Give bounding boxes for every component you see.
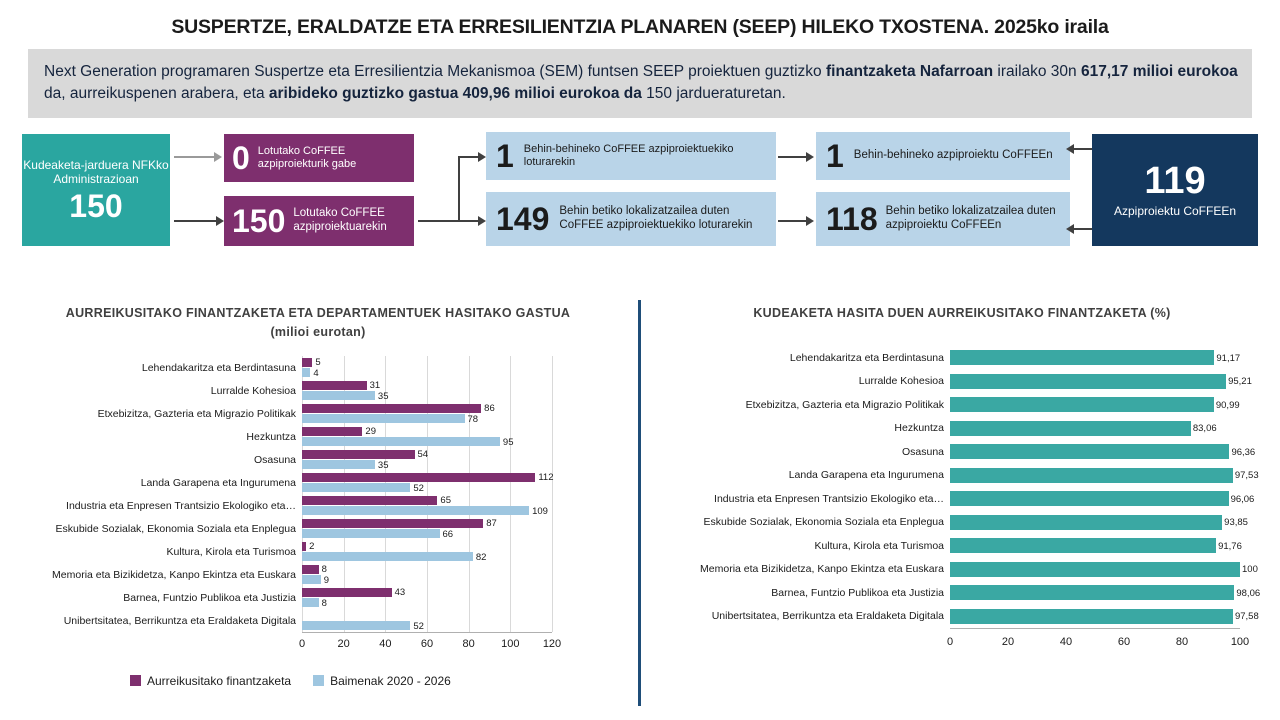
chart-left-x-tick: 120 <box>542 638 562 650</box>
flow-admin-value: 150 <box>69 188 123 225</box>
chart-left-value-financing: 112 <box>538 472 554 483</box>
chart-left-value-authorized: 35 <box>377 459 389 471</box>
arrow-coffee-bracket-vertical <box>458 156 460 222</box>
chart-right-bar <box>950 421 1191 436</box>
chart-left-value-authorized: 66 <box>442 528 454 540</box>
flow-diagram <box>22 128 1258 263</box>
chart-right-value-label: 100 <box>1242 564 1258 576</box>
arrowhead-admin-to-coffee <box>216 216 224 226</box>
chart-right-category-label: Industria eta Enpresen Trantsizio Ekologiko eta… <box>714 492 944 505</box>
chart-left-bar-financing <box>302 519 483 528</box>
chart-left-bar-authorized <box>302 368 310 377</box>
chart-right-bar <box>950 444 1229 459</box>
intro-seg-3: irailako 30n <box>993 63 1081 80</box>
chart-left-bar-authorized <box>302 552 473 561</box>
chart-left-value-financing: 29 <box>365 426 376 437</box>
chart-left-bar-authorized <box>302 529 440 538</box>
chart-right-value-label: 91,76 <box>1218 540 1242 552</box>
arrowhead-bracket-to-provisional <box>478 152 486 162</box>
chart-left-bar-financing <box>302 496 437 505</box>
chart-left-x-tick: 100 <box>501 638 520 650</box>
chart-right-bar <box>950 538 1216 553</box>
flow-coffee-value: 150 <box>232 202 286 239</box>
chart-left-legend-item <box>313 674 451 688</box>
chart-right-bar <box>950 515 1222 530</box>
chart-left-bar-authorized <box>302 506 529 515</box>
chart-left-bar-financing <box>302 450 415 459</box>
arrow-provisional-to-sub <box>778 156 808 158</box>
charts-divider <box>638 300 641 706</box>
flow-coffee-label: Lotutako CoFFEE azpiproiektuarekin <box>293 207 387 233</box>
chart-left-category-label: Kultura, Kirola eta Turismoa <box>166 545 296 558</box>
intro-seg-7: 150 jarduer <box>641 85 725 103</box>
chart-panel-percentage <box>644 296 1280 720</box>
flow-sub-definitive-value: 118 <box>826 200 878 237</box>
arrowhead-provisional-to-sub <box>806 152 814 162</box>
flow-provisional-label: Behin-behineko CoFFEE azpiproiektuekiko loturarekin <box>523 142 734 168</box>
chart-right-x-tick: 80 <box>1175 636 1189 648</box>
x-axis-line <box>950 628 1240 629</box>
chart-right-bar <box>950 562 1240 577</box>
chart-panel-financing <box>0 296 636 720</box>
chart-right-category-label: Osasuna <box>901 445 944 458</box>
chart-left-value-financing: 65 <box>440 495 451 506</box>
chart-left-value-authorized: 52 <box>413 482 424 494</box>
gridline <box>469 356 470 632</box>
chart-left-plot <box>0 352 636 662</box>
flow-sub-provisional-label: Behin-behineko azpiproiektu CoFFEEn <box>853 149 1053 162</box>
chart-right-bar <box>950 397 1214 412</box>
chart-left-x-tick: 0 <box>298 638 306 650</box>
legend-swatch-icon <box>313 675 324 686</box>
chart-left-value-authorized: 35 <box>377 390 389 402</box>
flow-definitive-value: 149 <box>496 200 550 237</box>
flow-box-subproject-provisional <box>816 132 1070 180</box>
chart-left-value-authorized: 109 <box>532 505 548 517</box>
chart-left-value-authorized: 78 <box>467 413 479 425</box>
chart-right-value-label: 95,21 <box>1228 376 1252 388</box>
arrow-admin-to-coffee <box>174 220 216 222</box>
arrow-definitive-to-sub <box>778 220 808 222</box>
chart-right-value-label: 96,36 <box>1231 446 1256 458</box>
flow-sub-provisional-value: 1 <box>826 137 844 174</box>
chart-left-category-label: Industria eta Enpresen Trantsizio Ekologiko eta… <box>66 499 296 512</box>
arrowhead-definitive-to-sub <box>806 216 814 226</box>
chart-right-value-label: 91,17 <box>1216 352 1241 364</box>
intro-bold-spend: aribideko guztizko gastua 409,96 milioi eurokoa da <box>268 85 642 103</box>
chart-left-value-authorized: 8 <box>321 597 327 609</box>
chart-right-category-label: Etxebizitza, Gazteria eta Migrazio Politikak <box>745 398 944 411</box>
chart-right-value-label: 96,06 <box>1230 493 1255 505</box>
chart-right-value-label: 97,58 <box>1234 611 1259 623</box>
chart-left-legend-item <box>130 674 291 688</box>
charts-area <box>0 296 1280 720</box>
gridline <box>552 356 553 632</box>
arrowhead-merge-top <box>1066 144 1074 154</box>
chart-left-legend-label: Aurreikusitako finantzaketa <box>147 674 292 688</box>
flow-box-administration <box>22 134 170 246</box>
flow-box-provisional-link <box>486 132 776 180</box>
chart-left-value-financing: 86 <box>484 403 495 414</box>
flow-nocoffee-label: Lotutako CoFFEE azpiproiekturik gabe <box>257 144 357 170</box>
chart-right-category-label: Eskubide Sozialak, Ekonomia Soziala eta Enplegua <box>703 516 944 529</box>
chart-left-bar-financing <box>302 404 481 413</box>
chart-right-value-label: 93,85 <box>1224 517 1248 529</box>
chart-left-bar-financing <box>302 542 306 551</box>
chart-right-value-label: 97,53 <box>1234 470 1259 482</box>
intro-seg-1: Next Generation programaren Suspertze eta Erresilientzia Mekanismoa (SEM) funtsen SEEP proiektuen guztizko <box>44 63 826 80</box>
arrow-bracket-to-provisional <box>458 156 480 158</box>
chart-right-category-label: Lehendakaritza eta Berdintasuna <box>789 351 944 364</box>
chart-left-bar-authorized <box>302 460 375 469</box>
chart-right-bar <box>950 350 1214 365</box>
chart-right-x-tick: 40 <box>1059 636 1073 648</box>
chart-right-category-label: Memoria eta Bizikidetza, Kanpo Ekintza eta Euskara <box>700 563 944 576</box>
chart-left-bar-financing <box>302 565 319 574</box>
arrow-admin-to-nocoffee <box>174 156 214 158</box>
chart-left-bar-financing <box>302 381 367 390</box>
chart-left-legend-label: Baimenak 2020 - 2026 <box>330 674 451 688</box>
chart-left-bar-financing <box>302 358 312 367</box>
gridline <box>427 356 428 632</box>
flow-box-no-coffee-subproject <box>224 134 414 182</box>
flow-nocoffee-value: 0 <box>232 139 250 176</box>
intro-bold-amount: 617,17 milioi eurokoa <box>1080 63 1238 80</box>
chart-left-bar-authorized <box>302 621 410 630</box>
chart-left-category-label: Memoria eta Bizikidetza, Kanpo Ekintza eta Euskara <box>52 568 296 581</box>
intro-paragraph: Next Generation programaren Suspertze eta Erresilientzia Mekanismoa (SEM) funtsen SEEP proiektuen guztizko finantzaketa Nafarroan irailako 30n 617,17 milioi eurokoa da, aurreikuspenen arabera, eta aribideko guztizko gastua 409,96 milioi eurokoa da 150 jardueraturetan. <box>28 49 1252 118</box>
chart-right-value-label: 83,06 <box>1192 423 1217 435</box>
chart-right-bar <box>950 491 1229 506</box>
page-title: SUSPERTZE, ERALDATZE ETA ERRESILIENTZIA PLANAREN (SEEP) HILEKO TXOSTENA. 2025ko iraila <box>171 16 1109 38</box>
flow-provisional-value: 1 <box>496 137 514 174</box>
flow-total-value: 119 <box>1144 159 1206 202</box>
chart-right-plot <box>644 342 1280 678</box>
chart-left-legend <box>130 674 451 688</box>
chart-right-category-label: Kultura, Kirola eta Turismoa <box>814 539 944 552</box>
chart-left-category-label: Barnea, Funtzio Publikoa eta Justizia <box>123 591 296 604</box>
chart-left-value-authorized: 4 <box>313 367 319 379</box>
arrow-coffee-bracket-stem <box>418 220 458 222</box>
chart-left-category-label: Landa Garapena eta Ingurumena <box>140 476 296 489</box>
flow-definitive-label: Behin betiko lokalizatzailea duten CoFFEE azpiproiektuekiko loturarekin <box>559 205 753 231</box>
legend-swatch-icon <box>130 675 141 686</box>
chart-left-x-tick: 60 <box>420 638 434 650</box>
chart-left-category-label: Etxebizitza, Gazteria eta Migrazio Politikak <box>97 407 296 420</box>
chart-right-category-label: Landa Garapena eta Ingurumena <box>788 469 944 482</box>
chart-left-category-label: Hezkuntza <box>246 430 296 443</box>
chart-left-x-tick: 40 <box>379 638 392 650</box>
chart-left-bar-authorized <box>302 391 375 400</box>
arrowhead-bracket-to-definitive <box>478 216 486 226</box>
intro-seg-5: da, aurreikuspenen arabera, eta <box>44 85 269 103</box>
flow-box-total-subprojects <box>1092 134 1258 246</box>
flow-box-definitive-link <box>486 192 776 246</box>
arrowhead-merge-bottom <box>1066 224 1074 234</box>
chart-left-bar-authorized <box>302 575 321 584</box>
chart-right-value-label: 98,06 <box>1236 587 1261 599</box>
chart-right-value-label: 90,99 <box>1215 399 1240 411</box>
chart-left-value-financing: 8 <box>321 564 327 575</box>
chart-left-value-financing: 87 <box>486 518 497 529</box>
chart-left-value-financing: 2 <box>309 541 315 552</box>
chart-left-bar-financing <box>302 588 392 597</box>
chart-left-bar-authorized <box>302 437 500 446</box>
chart-right-bar <box>950 585 1234 600</box>
chart-left-category-label: Lehendakaritza eta Berdintasuna <box>141 361 296 374</box>
flow-box-subproject-definitive <box>816 192 1070 246</box>
flow-box-with-coffee-subproject <box>224 196 414 246</box>
flow-total-label: Azpiproiektu CoFFEEn <box>1113 203 1237 218</box>
chart-left-value-financing: 54 <box>417 449 429 460</box>
chart-left-bar-authorized <box>302 483 410 492</box>
chart-left-category-label: Eskubide Sozialak, Ekonomia Soziala eta Enplegua <box>55 522 296 535</box>
chart-left-bar-authorized <box>302 414 465 423</box>
chart-left-title: AURREIKUSITAKO FINANTZAKETA ETA DEPARTAMENTUEK HASITAKO GASTUA (milioi eurotan) <box>65 306 571 339</box>
flow-admin-label: Kudeaketa-jarduera NFKko Administrazioan <box>23 157 169 186</box>
chart-right-bar <box>950 609 1233 624</box>
arrowhead-admin-to-nocoffee <box>214 152 222 162</box>
chart-left-value-financing: 31 <box>369 380 381 391</box>
arrow-bracket-to-definitive <box>458 220 480 222</box>
chart-right-bar <box>950 374 1226 389</box>
chart-right-x-tick: 0 <box>946 636 954 648</box>
chart-right-x-tick: 60 <box>1117 636 1131 648</box>
chart-right-title: KUDEAKETA HASITA DUEN AURREIKUSITAKO FINANTZAKETA (%) <box>753 306 1171 320</box>
x-axis-line <box>302 632 552 633</box>
chart-right-bar <box>950 468 1233 483</box>
chart-left-bar-financing <box>302 427 362 436</box>
chart-left-bar-authorized <box>302 598 319 607</box>
chart-right-category-label: Hezkuntza <box>894 422 944 435</box>
chart-left-value-authorized: 82 <box>475 551 487 563</box>
chart-left-value-authorized: 52 <box>413 620 424 632</box>
chart-left-value-authorized: 9 <box>323 574 330 586</box>
chart-right-category-label: Unibertsitatea, Berrikuntza eta Eraldaketa Digitala <box>711 610 944 623</box>
chart-left-category-label: Unibertsitatea, Berrikuntza eta Eraldaketa Digitala <box>63 614 296 627</box>
chart-right-category-label: Lurralde Kohesioa <box>858 375 944 388</box>
chart-left-value-authorized: 95 <box>502 436 514 448</box>
chart-left-bar-financing <box>302 473 535 482</box>
chart-right-category-label: Barnea, Funtzio Publikoa eta Justizia <box>771 586 944 599</box>
chart-left-value-financing: 5 <box>315 357 321 368</box>
flow-sub-definitive-label: Behin betiko lokalizatzailea duten azpiproiektu CoFFEEn <box>885 205 1056 231</box>
chart-left-value-financing: 43 <box>394 587 406 598</box>
chart-left-x-tick: 20 <box>337 638 350 650</box>
chart-left-category-label: Osasuna <box>253 453 296 466</box>
gridline <box>510 356 511 632</box>
chart-left-category-label: Lurralde Kohesioa <box>210 384 296 397</box>
intro-bold-financing: finantzaketa Nafarroan <box>825 63 994 80</box>
chart-left-x-tick: 80 <box>462 638 475 650</box>
chart-right-x-tick: 20 <box>1001 636 1015 648</box>
chart-right-x-tick: 100 <box>1230 636 1250 648</box>
